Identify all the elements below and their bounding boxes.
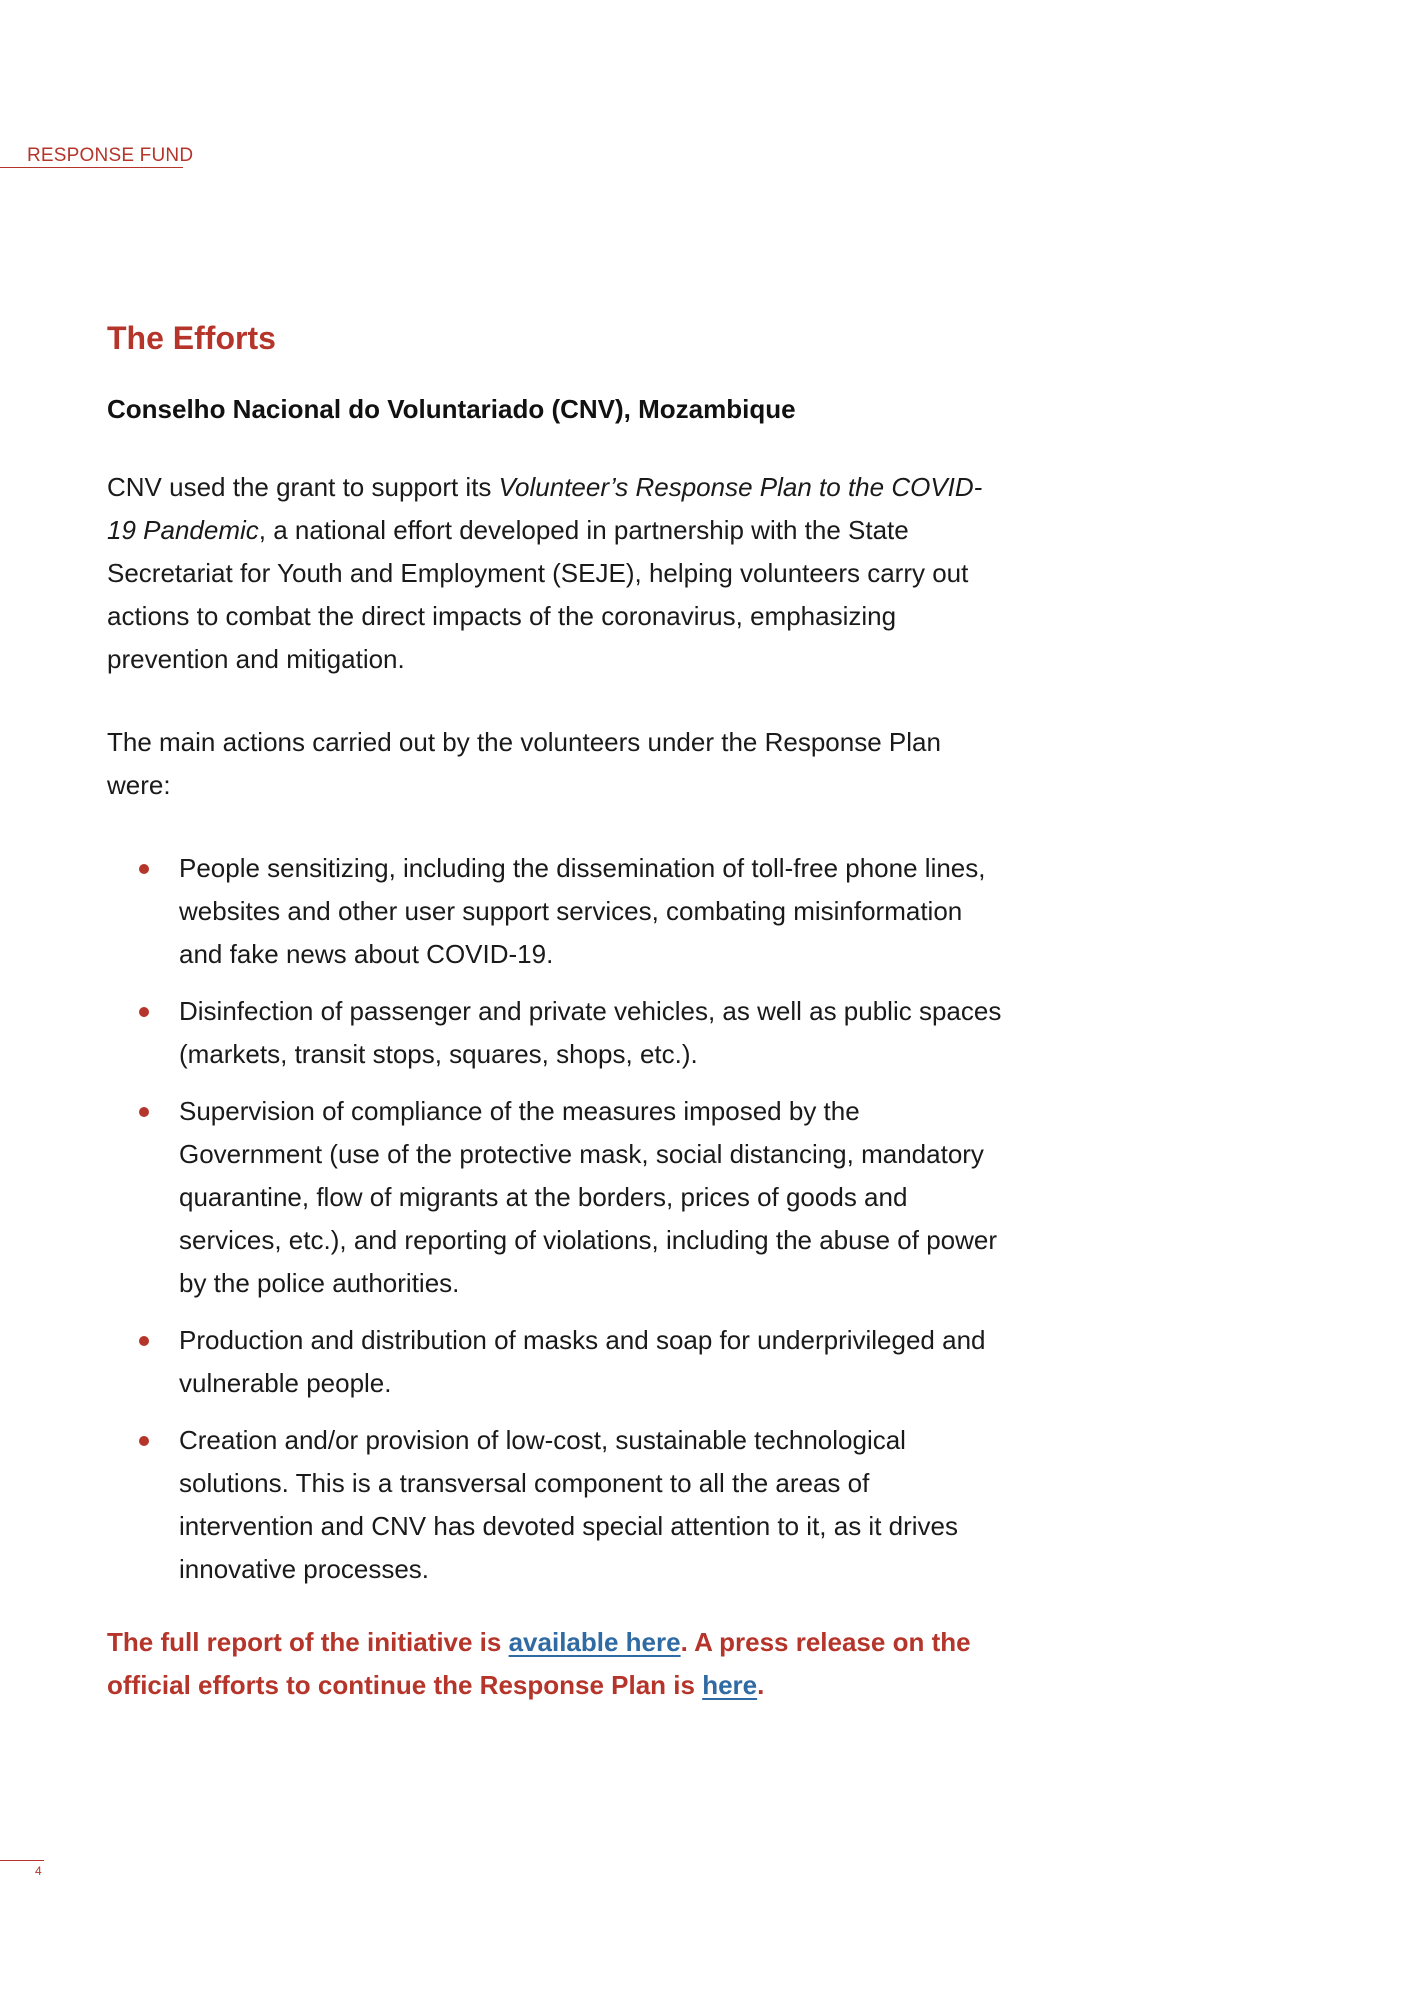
bullet-icon [139,1107,149,1117]
intro-text-start: CNV used the grant to support its [107,472,499,502]
bullet-icon [139,1336,149,1346]
list-item-text: Disinfection of passenger and private vehicles, as well as public spaces (markets, transit stops, squares, shops, etc.). [179,996,1002,1069]
bullet-icon [139,864,149,874]
list-item-text: Creation and/or provision of low-cost, sustainable technological solutions. This is a transversal component to all the areas of intervention and CNV has devoted special attention to it, as it drives innovative processes. [179,1425,958,1584]
main-content [107,318,1007,1707]
bullet-icon [139,1436,149,1446]
closing-text-3: . [757,1670,765,1700]
list-item [179,847,1007,976]
closing-paragraph [107,1621,1007,1707]
list-item-text: People sensitizing, including the dissemination of toll-free phone lines, websites and other user support services, combating misinformation and fake news about COVID-19. [179,853,986,969]
intro-text-end: , a national effort developed in partnership with the State Secretariat for Youth and Employment (SEJE), helping volunteers carry out actions to combat the direct impacts of the coronavirus, emphasizing prevention and mitigation. [107,515,969,674]
intro-paragraph [107,466,1007,681]
footer-rule [0,1860,44,1861]
bullet-icon [139,1007,149,1017]
running-header: RESPONSE FUND [27,145,194,166]
list-item [179,1419,1007,1591]
plan-title-italic: Volunteer’s Response Plan to the COVID-19 Pandemic [107,472,983,545]
header-rule [0,167,183,168]
full-report-link[interactable]: available here [508,1627,681,1657]
actions-list [107,847,1007,1591]
list-item-text: Supervision of compliance of the measures imposed by the Government (use of the protective mask, social distancing, mandatory quarantine, flow of migrants at the borders, prices of goods and services, etc.), and reporting of violations, including the abuse of power by the police authorities. [179,1096,998,1298]
list-item-text: Production and distribution of masks and soap for underprivileged and vulnerable people. [179,1325,986,1398]
list-item [179,1090,1007,1305]
page-number: 4 [35,1864,42,1878]
actions-intro-paragraph: The main actions carried out by the volunteers under the Response Plan were: [107,727,941,800]
list-item [179,1319,1007,1405]
press-release-link[interactable]: here [702,1670,758,1700]
organization-name: Conselho Nacional do Voluntariado (CNV), Mozambique [107,394,796,424]
section-title: The Efforts [107,320,276,356]
closing-text-2: . A press release on the official efforts to continue the Response Plan is [107,1627,971,1700]
list-item [179,990,1007,1076]
closing-text-1: The full report of the initiative is [107,1627,509,1657]
